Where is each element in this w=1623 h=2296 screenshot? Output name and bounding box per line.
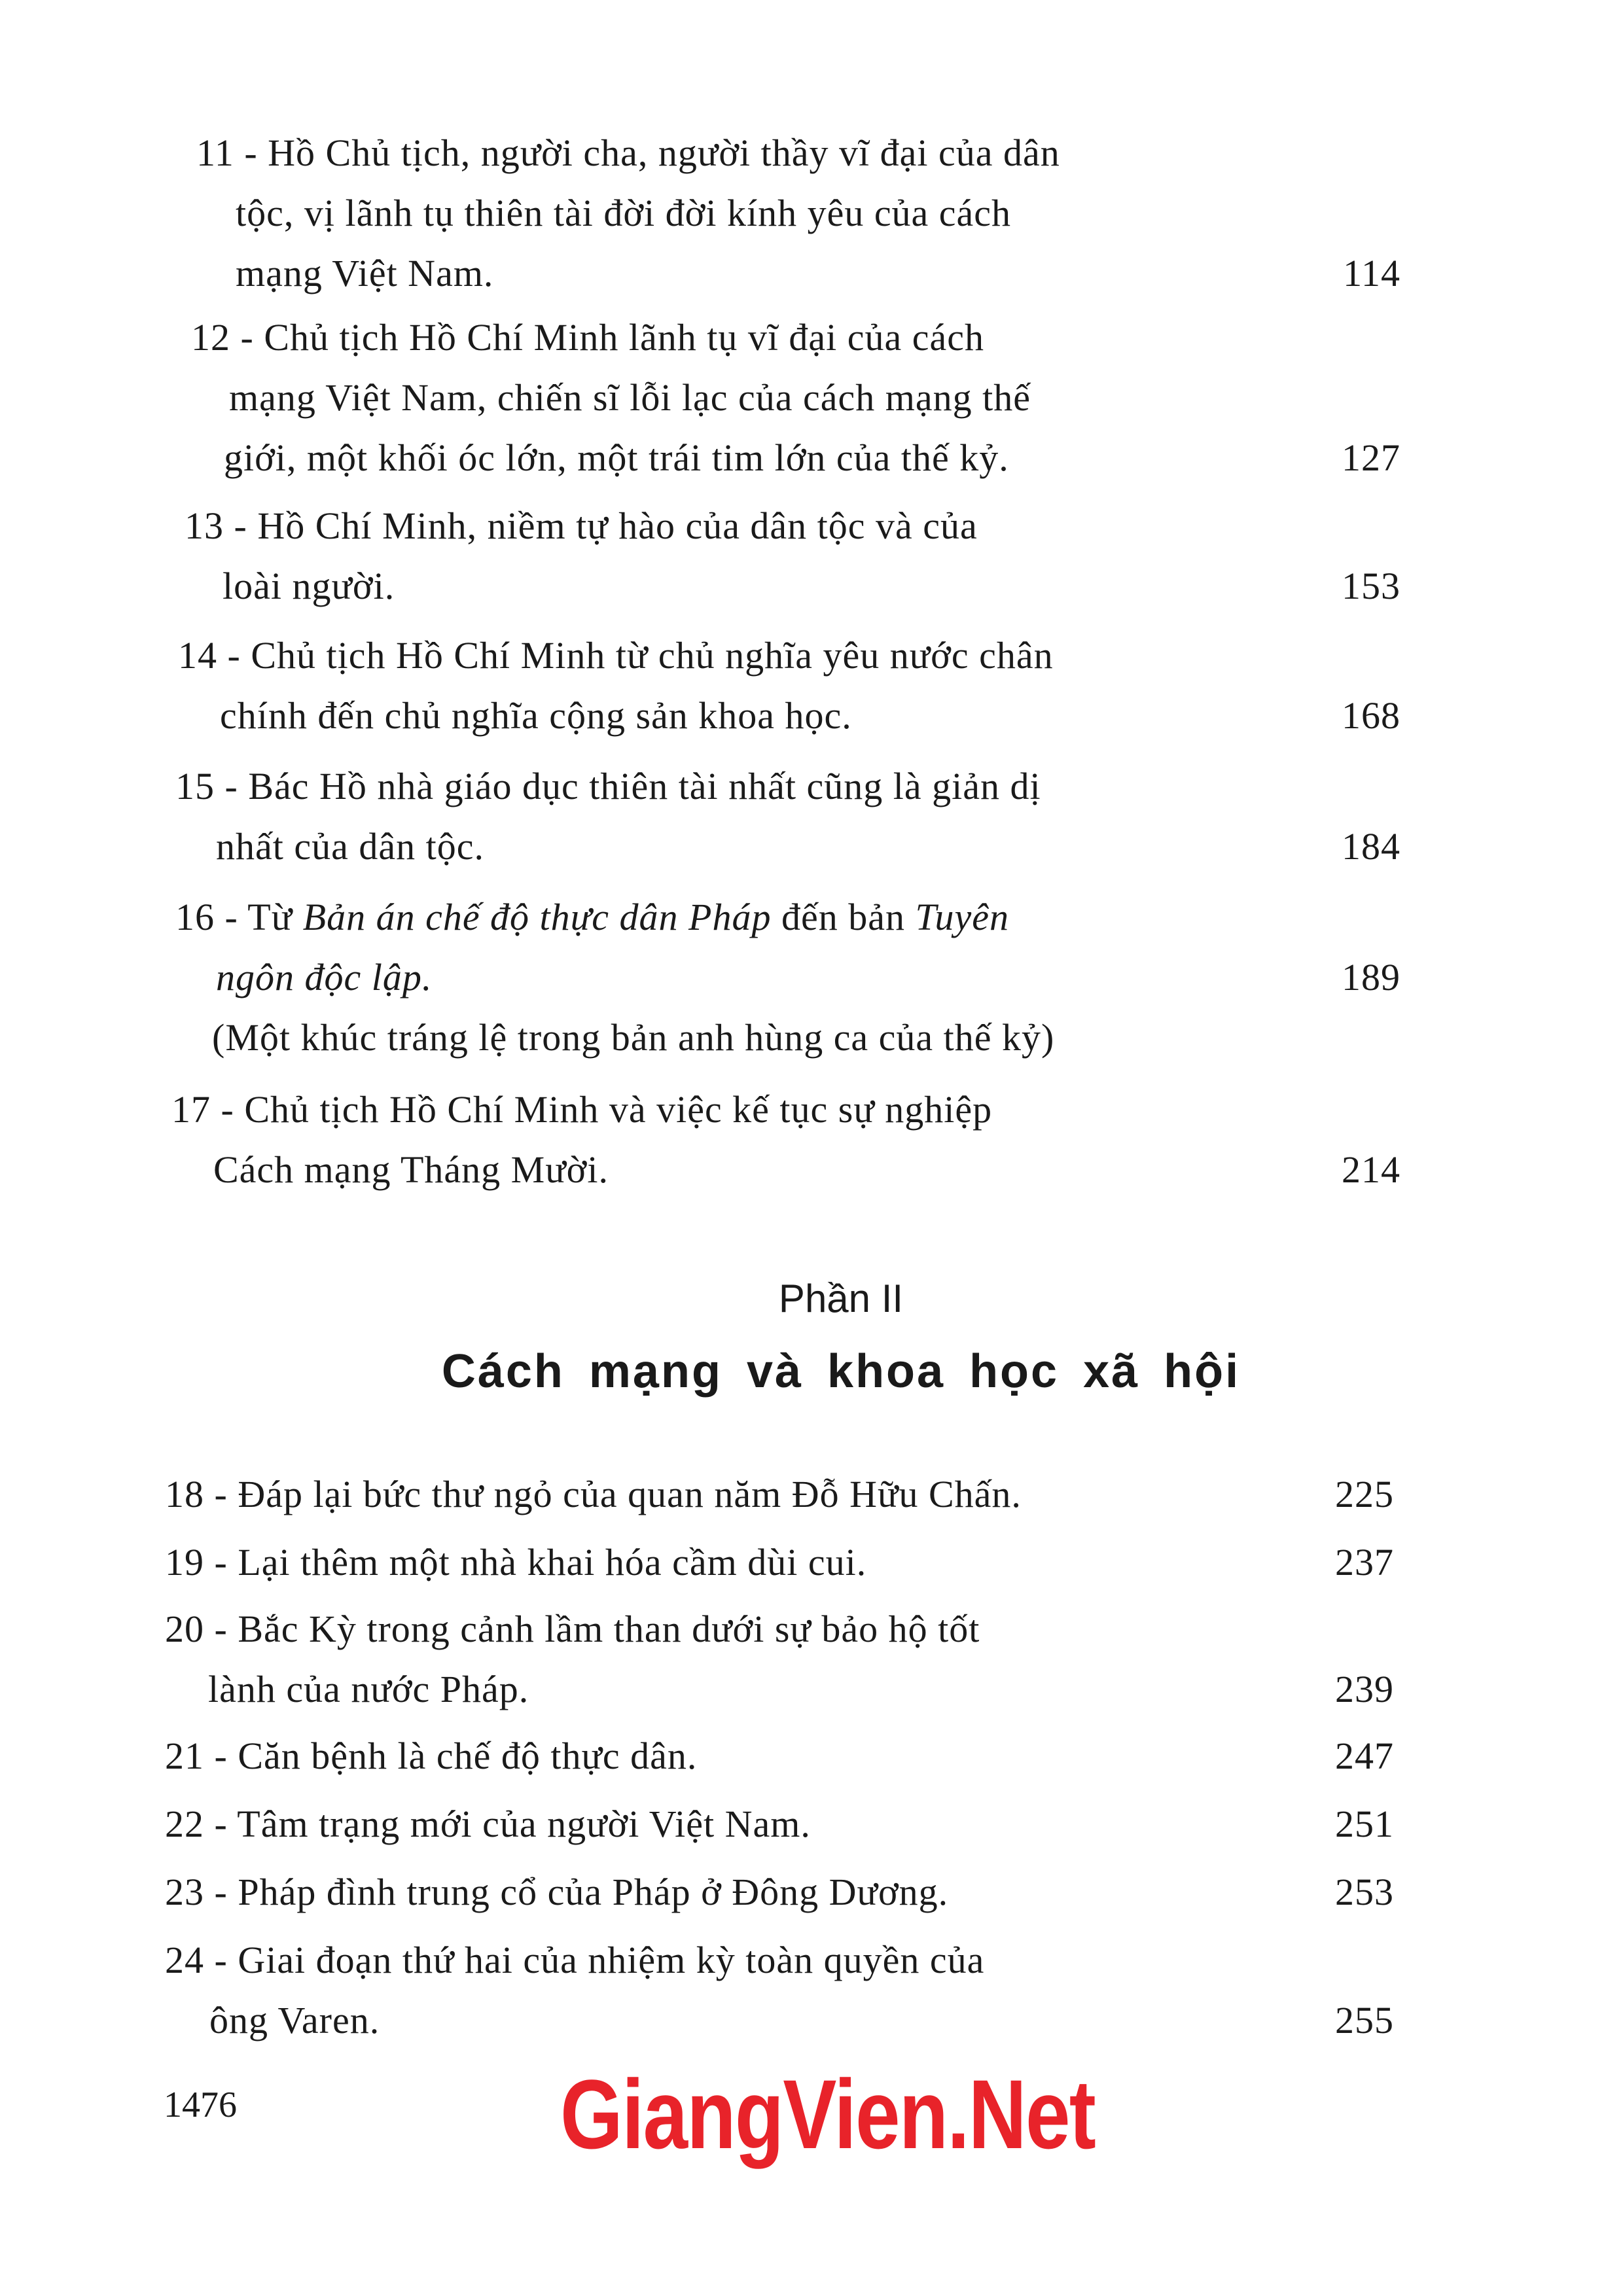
toc-page-number: 168 <box>1342 694 1400 737</box>
part-label: Phần II <box>778 1277 904 1320</box>
toc-page-number: 189 <box>1342 956 1400 998</box>
toc-entry-20 <box>165 1599 1394 1720</box>
toc-entry-14 <box>178 626 1400 746</box>
toc-entry-line: 18 - Đáp lại bức thư ngỏ của quan năm Đỗ Hữu Chấn. <box>165 1473 1022 1515</box>
toc-entry-italic-title: Bản án chế độ thực dân Pháp <box>302 896 772 938</box>
toc-entry-19 <box>165 1532 1394 1593</box>
toc-page-number: 255 <box>1335 1999 1394 2041</box>
toc-entry-line: 13 - Hồ Chí Minh, niềm tự hào của dân tộc và của <box>185 504 978 547</box>
toc-entry-line: mạng Việt Nam, chiến sĩ lỗi lạc của cách mạng thế <box>229 376 1031 419</box>
toc-entry-italic-title: Tuyên <box>915 896 1010 938</box>
toc-entry-line: 19 - Lại thêm một nhà khai hóa cầm dùi cui. <box>165 1541 867 1583</box>
toc-entry-line: nhất của dân tộc. <box>216 825 484 868</box>
toc-page-number: 127 <box>1342 436 1400 479</box>
toc-entry-line: giới, một khối óc lớn, một trái tim lớn của thế kỷ. <box>224 436 1009 479</box>
toc-page-number: 239 <box>1335 1668 1394 1710</box>
toc-page-number: 214 <box>1342 1148 1400 1191</box>
toc-entry-line: Cách mạng Tháng Mười. <box>213 1148 609 1191</box>
toc-entry-line: chính đến chủ nghĩa cộng sản khoa học. <box>220 694 852 737</box>
toc-entry-line <box>175 887 1400 947</box>
toc-entry-line: 24 - Giai đoạn thứ hai của nhiệm kỳ toàn quyền của <box>165 1939 985 1981</box>
toc-page-number: 237 <box>1335 1541 1394 1583</box>
toc-entry-line: ông Varen. <box>209 1999 380 2041</box>
toc-entry-line: 23 - Pháp đình trung cổ của Pháp ở Đông Dương. <box>165 1871 949 1913</box>
toc-entry-line: 20 - Bắc Kỳ trong cảnh lầm than dưới sự bảo hộ tốt <box>165 1608 980 1650</box>
toc-entry-line: 14 - Chủ tịch Hồ Chí Minh từ chủ nghĩa yêu nước chân <box>178 634 1054 677</box>
toc-entry-line: lành của nước Pháp. <box>208 1668 529 1710</box>
toc-entry-line: 17 - Chủ tịch Hồ Chí Minh và việc kế tục sự nghiệp <box>171 1088 993 1131</box>
toc-entry-text: đến bản <box>771 896 916 938</box>
toc-entry-21 <box>165 1726 1394 1786</box>
page-folio-number: 1476 <box>164 2085 237 2125</box>
toc-page-number: 251 <box>1335 1803 1394 1845</box>
toc-entry-line: 12 - Chủ tịch Hồ Chí Minh lãnh tụ vĩ đại của cách <box>191 316 985 359</box>
toc-page-number: 114 <box>1343 252 1400 294</box>
toc-entry-18 <box>165 1464 1394 1525</box>
toc-entry-line: ngôn độc lập. <box>216 956 433 998</box>
toc-page-number: 184 <box>1342 825 1400 868</box>
site-watermark: GiangVien.Net <box>560 2059 1096 2169</box>
toc-entry-24 <box>165 1930 1394 2051</box>
toc-entry-16 <box>175 887 1400 1068</box>
toc-page-number: 247 <box>1335 1735 1394 1777</box>
toc-entry-line: 22 - Tâm trạng mới của người Việt Nam. <box>165 1803 811 1845</box>
toc-entry-line: 21 - Căn bệnh là chế độ thực dân. <box>165 1735 698 1777</box>
toc-entry-15 <box>175 756 1400 877</box>
toc-page-number: 153 <box>1342 565 1400 607</box>
toc-entry-13 <box>185 496 1400 616</box>
toc-entry-line: 15 - Bác Hồ nhà giáo dục thiên tài nhất cũng là giản dị <box>175 765 1041 807</box>
toc-page-number: 225 <box>1335 1473 1394 1515</box>
toc-entry-17 <box>171 1080 1400 1200</box>
toc-entry-text: 16 - Từ <box>175 896 303 938</box>
toc-entry-line: loài người. <box>223 565 395 607</box>
part-title: Cách mạng và khoa học xã hội <box>441 1345 1241 1398</box>
toc-entry-22 <box>165 1794 1394 1854</box>
toc-entry-line: (Một khúc tráng lệ trong bản anh hùng ca của thế kỷ) <box>212 1016 1055 1059</box>
toc-entry-line: 11 - Hồ Chủ tịch, người cha, người thầy vĩ đại của dân <box>196 132 1060 174</box>
toc-entry-23 <box>165 1862 1394 1922</box>
toc-page-number: 253 <box>1335 1871 1394 1913</box>
toc-entry-12 <box>191 308 1400 488</box>
toc-entry-line: tộc, vị lãnh tụ thiên tài đời đời kính yêu của cách <box>236 192 1012 234</box>
toc-entry-line: mạng Việt Nam. <box>236 252 494 294</box>
toc-entry-11 <box>196 123 1400 304</box>
